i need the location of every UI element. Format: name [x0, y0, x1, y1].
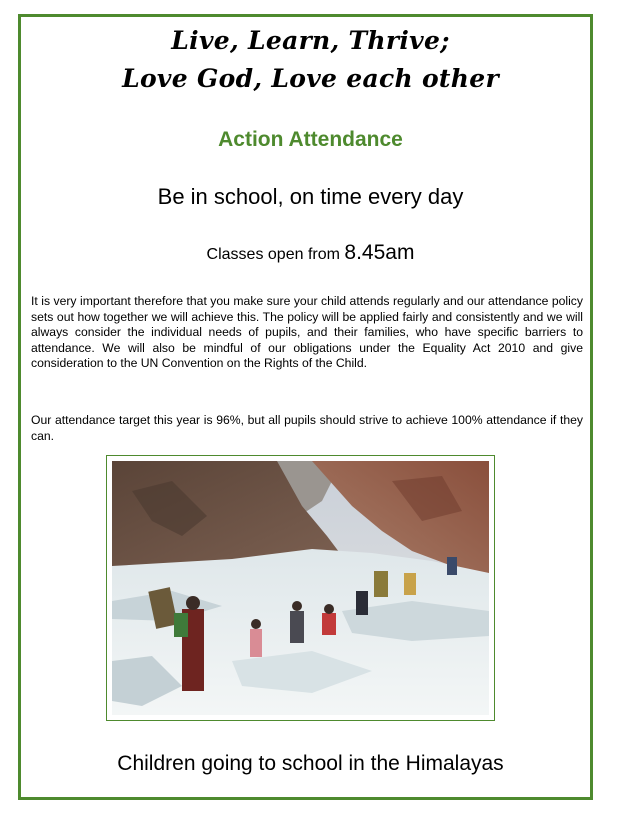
photo-illustration	[112, 461, 489, 715]
figure-distant	[404, 573, 416, 595]
tagline: Be in school, on time every day	[157, 184, 464, 209]
figure-head	[324, 604, 334, 614]
motto-line-1: Live, Learn, Thrive;	[171, 26, 450, 55]
classes-prefix: Classes open from	[206, 246, 345, 263]
figure-child-pink	[250, 629, 262, 657]
himalaya-photo	[106, 455, 495, 721]
figure-head	[251, 619, 261, 629]
figure-head	[292, 601, 302, 611]
policy-paragraph: It is very important therefore that you make sure your child attends regularly and our attendance policy sets out how together we will achieve this. The policy will be applied fairly and consistently and we will always consider the individual needs of pupils, and their families, who have specific barriers to attendance. We will also be mindful of our obligations under the Equality Act 2010 and give consideration to the UN Convention on the Rights of the Child.	[31, 294, 583, 371]
figure-child-dark	[290, 611, 304, 643]
figure-far	[447, 557, 457, 575]
classes-time: 8.45am	[344, 241, 415, 264]
page-heading: Action Attendance	[218, 128, 403, 151]
figure-child-red	[322, 613, 336, 635]
figure-child-black	[356, 591, 368, 615]
motto-line-2: Love God, Love each other	[122, 64, 499, 93]
photo-caption: Children going to school in the Himalayas	[117, 752, 504, 775]
target-paragraph: Our attendance target this year is 96%, but all pupils should strive to achieve 100% attendance if they can.	[31, 413, 583, 443]
figure-backpack	[374, 571, 388, 597]
figure-head	[186, 596, 200, 610]
green-backpack	[174, 613, 188, 637]
classes-open-line	[0, 241, 621, 265]
